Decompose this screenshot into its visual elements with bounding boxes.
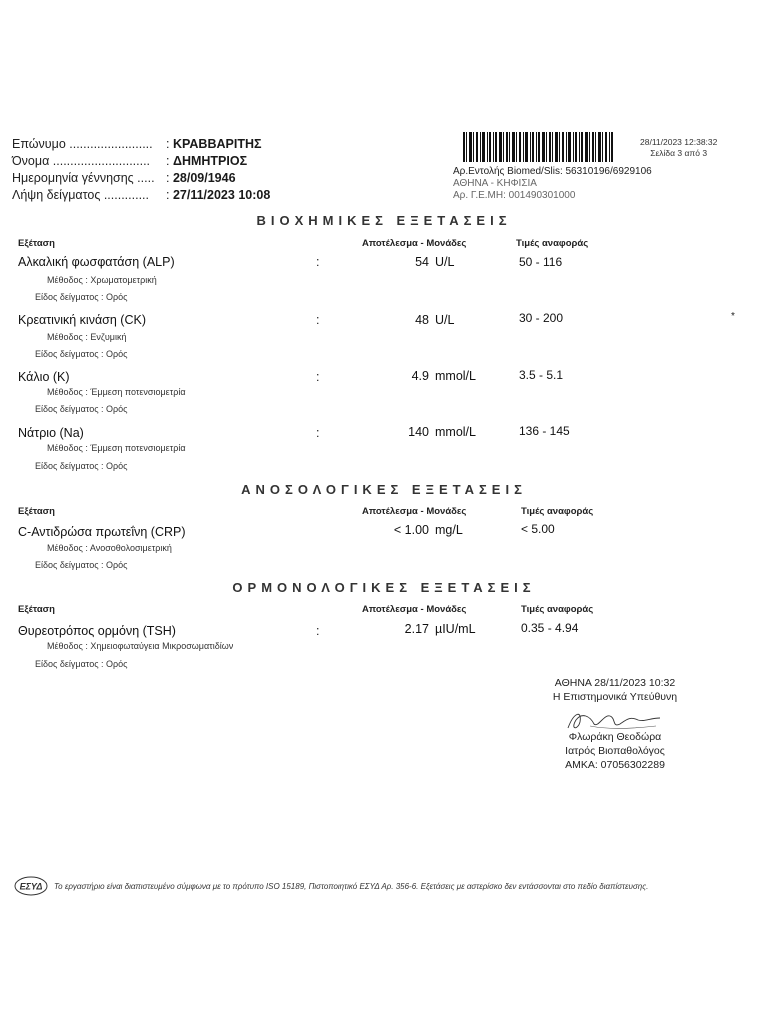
test-result: 4.9 — [411, 369, 429, 383]
barcode-icon — [463, 132, 613, 162]
test-unit: mmol/L — [435, 369, 476, 383]
test-result: 140 — [408, 425, 429, 439]
signoff-amka: ΑΜΚΑ: 07056302289 — [565, 759, 665, 771]
test-sample-type: Είδος δείγματος : Ορός — [35, 292, 128, 302]
page-number: Σελίδα 3 από 3 — [650, 148, 708, 158]
col-result-header: Αποτέλεσμα - Μονάδες — [362, 238, 467, 249]
esyd-logo-text: ΕΣΥΔ — [19, 881, 43, 892]
test-reference-range: < 5.00 — [521, 522, 555, 536]
test-colon: : — [316, 313, 320, 327]
accreditation-note: Το εργαστήριο είναι διαπιστευμένο σύμφωνα με το πρότυπο ISO 15189, Πιστοποιητικό ΕΣΥΔ Αρ. 356-6. Εξετάσεις με αστερίσκο δεν εντάσσονται στο πεδίο διαπίστευσης. — [54, 881, 649, 891]
sample-date-separator: : — [166, 188, 170, 202]
test-name: Κάλιο (K) — [18, 370, 70, 384]
gemi-number: Αρ. Γ.Ε.ΜΗ: 001490301000 — [453, 190, 576, 201]
test-colon: : — [316, 624, 320, 638]
test-reference-range: 30 - 200 — [519, 311, 564, 325]
test-unit: mmol/L — [435, 425, 476, 439]
section-title-hormone: ΟΡΜΟΝΟΛΟΓΙΚΕΣ ΕΞΕΤΑΣΕΙΣ — [232, 580, 536, 595]
surname-label: Επώνυμο ........................ — [12, 137, 153, 151]
dob-value: 28/09/1946 — [172, 171, 236, 185]
test-name: Νάτριο (Na) — [18, 426, 84, 440]
test-sample-type: Είδος δείγματος : Ορός — [35, 560, 128, 570]
col-reference-header: Τιμές αναφοράς — [521, 506, 594, 517]
esyd-logo-icon — [14, 876, 48, 896]
test-method: Μέθοδος : Χημειοφωταύγεια Μικροσωματιδίων — [47, 641, 234, 651]
test-result: 2.17 — [404, 622, 429, 636]
dob-label: Ημερομηνία γέννησης ..... — [12, 171, 155, 185]
test-name: Θυρεοτρόπος ορμόνη (TSH) — [18, 624, 176, 638]
test-name: C-Αντιδρώσα πρωτεΐνη (CRP) — [18, 525, 186, 539]
printed-timestamp: 28/11/2023 12:38:32 — [640, 137, 718, 147]
test-name: Κρεατινική κινάση (CK) — [18, 313, 146, 327]
col-exam-header: Εξέταση — [18, 238, 55, 249]
signoff-role: Η Επιστημονικά Υπεύθυνη — [552, 691, 678, 703]
test-unit: µIU/mL — [435, 622, 476, 636]
test-result: < 1.00 — [393, 523, 429, 537]
test-unit: U/L — [435, 255, 455, 269]
signoff-title: Ιατρός Βιοπαθολόγος — [565, 745, 665, 757]
order-number: Αρ.Εντολής Biomed/Slis: 56310196/6929106 — [453, 166, 652, 177]
test-method: Μέθοδος : Ανοσοθολοσιμετρική — [47, 543, 172, 553]
test-method: Μέθοδος : Έμμεση ποτενσιομετρία — [47, 387, 186, 397]
col-exam-header: Εξέταση — [18, 506, 55, 517]
signature-icon — [560, 706, 670, 734]
test-result: 48 — [415, 313, 429, 327]
name-label: Όνομα ............................ — [12, 154, 151, 168]
test-reference-range: 50 - 116 — [519, 255, 563, 269]
signoff-place-date: ΑΘΗΝΑ 28/11/2023 10:32 — [554, 677, 676, 689]
test-method: Μέθοδος : Ενζυμική — [47, 332, 127, 342]
footer — [14, 876, 648, 896]
col-reference-header: Τιμές αναφοράς — [516, 238, 589, 249]
col-exam-header: Εξέταση — [18, 604, 55, 615]
test-reference-range: 136 - 145 — [519, 424, 570, 438]
lab-city: ΑΘΗΝΑ - ΚΗΦΙΣΙΑ — [453, 178, 537, 189]
col-result-header: Αποτέλεσμα - Μονάδες — [362, 604, 467, 615]
col-result-header: Αποτέλεσμα - Μονάδες — [362, 506, 467, 517]
test-sample-type: Είδος δείγματος : Ορός — [35, 404, 128, 414]
test-sample-type: Είδος δείγματος : Ορός — [35, 349, 128, 359]
section-title-biochem: ΒΙΟΧΗΜΙΚΕΣ ΕΞΕΤΑΣΕΙΣ — [256, 213, 512, 228]
asterisk-mark: * — [731, 311, 735, 322]
test-colon: : — [316, 255, 320, 269]
patient-info — [12, 136, 270, 204]
test-name: Αλκαλική φωσφατάση (ALP) — [18, 255, 175, 269]
test-unit: mg/L — [435, 523, 463, 537]
test-colon: : — [316, 370, 320, 384]
surname-separator: : — [166, 137, 170, 151]
test-reference-range: 0.35 - 4.94 — [521, 621, 579, 635]
test-colon: : — [316, 426, 320, 440]
name-value: ΔΗΜΗΤΡΙΟΣ — [172, 154, 248, 168]
name-separator: : — [166, 154, 170, 168]
test-sample-type: Είδος δείγματος : Ορός — [35, 461, 128, 471]
sample-date-label: Λήψη δείγματος ............. — [12, 188, 149, 202]
dob-separator: : — [166, 171, 170, 185]
order-info — [453, 166, 652, 202]
test-reference-range: 3.5 - 5.1 — [519, 368, 564, 382]
signoff-name: Φλωράκη Θεοδώρα — [568, 731, 662, 743]
col-reference-header: Τιμές αναφοράς — [521, 604, 594, 615]
test-unit: U/L — [435, 313, 455, 327]
section-title-immuno: ΑΝΟΣΟΛΟΓΙΚΕΣ ΕΞΕΤΑΣΕΙΣ — [241, 482, 527, 497]
surname-value: ΚΡΑΒΒΑΡΙΤΗΣ — [172, 137, 262, 151]
test-method: Μέθοδος : Χρωματομετρική — [47, 275, 157, 285]
sample-date-value: 27/11/2023 10:08 — [172, 188, 271, 202]
test-method: Μέθοδος : Έμμεση ποτενσιομετρία — [47, 443, 186, 453]
test-result: 54 — [415, 255, 429, 269]
report-meta — [640, 137, 717, 159]
test-sample-type: Είδος δείγματος : Ορός — [35, 659, 128, 669]
